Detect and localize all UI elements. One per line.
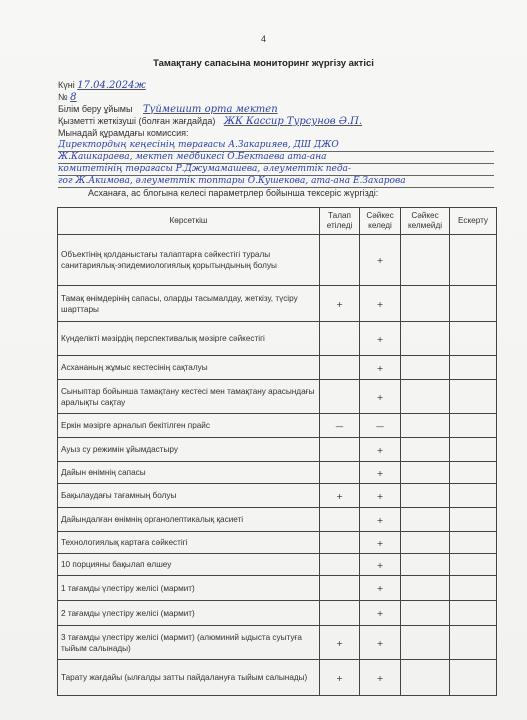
row-indicator: 2 тағамды үлестіру желісі (мармит) xyxy=(58,601,320,626)
note-cell xyxy=(450,660,497,696)
date-field xyxy=(58,80,146,91)
row-indicator: 3 тағамды үлестіру желісі (мармит) (алюминий ыдыста суытуға тыйым салынады) xyxy=(58,626,320,660)
row-indicator: Объектінің қолданыстағы талаптарға сәйкестігі туралы санитариялық-эпидемиологиялық қорытындының болуы xyxy=(58,235,320,286)
row-indicator: Бақылаудағы тағамның болуы xyxy=(58,484,320,508)
not-complies-mark xyxy=(401,532,450,554)
note-cell xyxy=(450,286,497,322)
school-label: Білім беру ұйымы xyxy=(58,104,133,114)
complies-mark: + xyxy=(360,508,401,532)
row-indicator: Еркін мәзірге арналып бекітілген прайс xyxy=(58,414,320,438)
row-indicator: 10 порцияны бақылап өлшеу xyxy=(58,554,320,576)
note-cell xyxy=(450,601,497,626)
table-row xyxy=(58,380,497,414)
required-mark xyxy=(320,438,360,462)
school-field xyxy=(58,104,278,115)
not-complies-mark xyxy=(401,438,450,462)
note-cell xyxy=(450,462,497,484)
not-complies-mark xyxy=(401,601,450,626)
column-header-required: Талап етіледі xyxy=(320,208,360,235)
table-row xyxy=(58,286,497,322)
row-indicator: Асхананың жұмыс кестесінің сақталуы xyxy=(58,356,320,380)
commission-label: Мынадай құрамдағы комиссия: xyxy=(58,128,189,138)
column-header-complies: Сәйкес келеді xyxy=(360,208,401,235)
complies-mark: — xyxy=(360,414,401,438)
complies-mark: + xyxy=(360,356,401,380)
complies-mark: + xyxy=(360,462,401,484)
note-cell xyxy=(450,380,497,414)
row-indicator: Ауыз су режимін ұйымдастыру xyxy=(58,438,320,462)
required-mark xyxy=(320,508,360,532)
required-mark: + xyxy=(320,660,360,696)
table-header-row xyxy=(58,208,497,235)
commission-line: гог Ж.Акимова, әлеуметтік топтары О.Кушекова, ата-ана Е.Захарова xyxy=(58,175,494,188)
not-complies-mark xyxy=(401,380,450,414)
number-value: 8 xyxy=(70,92,77,103)
required-mark: + xyxy=(320,626,360,660)
column-header-indicator: Көрсеткіш xyxy=(58,208,320,235)
note-cell xyxy=(450,626,497,660)
table-row xyxy=(58,576,497,601)
required-mark: — xyxy=(320,414,360,438)
number-field xyxy=(58,92,77,103)
not-complies-mark xyxy=(401,626,450,660)
not-complies-mark xyxy=(401,660,450,696)
not-complies-mark xyxy=(401,508,450,532)
required-mark xyxy=(320,462,360,484)
staff-value: ЖК Кассир Турсунов Ә.П. xyxy=(223,116,363,127)
required-mark: + xyxy=(320,484,360,508)
not-complies-mark xyxy=(401,286,450,322)
note-cell xyxy=(450,576,497,601)
table-row xyxy=(58,601,497,626)
complies-mark: + xyxy=(360,626,401,660)
page-number: 4 xyxy=(260,34,266,44)
table-row xyxy=(58,532,497,554)
school-value: Түймешит орта мектеп xyxy=(142,104,278,115)
complies-mark: + xyxy=(360,554,401,576)
required-mark xyxy=(320,356,360,380)
table-row xyxy=(58,660,497,696)
note-cell xyxy=(450,438,497,462)
note-cell xyxy=(450,235,497,286)
complies-mark: + xyxy=(360,380,401,414)
row-indicator: 1 тағамды үлестіру желісі (мармит) xyxy=(58,576,320,601)
inspection-table xyxy=(57,207,497,696)
number-label: № xyxy=(58,92,68,102)
required-mark xyxy=(320,554,360,576)
note-cell xyxy=(450,322,497,356)
not-complies-mark xyxy=(401,322,450,356)
required-mark xyxy=(320,576,360,601)
note-cell xyxy=(450,484,497,508)
not-complies-mark xyxy=(401,462,450,484)
required-mark xyxy=(320,601,360,626)
required-mark xyxy=(320,235,360,286)
intro-text: Асханаға, ас блогына келесі параметрлер бойынша тексеріс жүргізді: xyxy=(88,188,379,198)
complies-mark: + xyxy=(360,322,401,356)
row-indicator: Тарату жағдайы (ылғалды затты пайдалануға тыйым салынады) xyxy=(58,660,320,696)
table-row xyxy=(58,438,497,462)
table-row xyxy=(58,484,497,508)
row-indicator: Технологиялық картаға сәйкестігі xyxy=(58,532,320,554)
row-indicator: Дайын өнімнің сапасы xyxy=(58,462,320,484)
not-complies-mark xyxy=(401,576,450,601)
note-cell xyxy=(450,532,497,554)
commission-line: комитетінің төрағасы Р.Джумамашева, әлеуметтік педа- xyxy=(58,163,494,176)
not-complies-mark xyxy=(401,356,450,380)
note-cell xyxy=(450,508,497,532)
table-row xyxy=(58,356,497,380)
staff-label: Қызметті жеткізуші (болған жағдайда) xyxy=(58,116,216,126)
complies-mark: + xyxy=(360,532,401,554)
complies-mark: + xyxy=(360,601,401,626)
table-row xyxy=(58,554,497,576)
staff-field xyxy=(58,116,362,127)
required-mark: + xyxy=(320,286,360,322)
not-complies-mark xyxy=(401,414,450,438)
table-row xyxy=(58,235,497,286)
column-header-note: Ескерту xyxy=(450,208,497,235)
note-cell xyxy=(450,554,497,576)
commission-line: Ж.Кашкараева, мектеп медбикесі О.Бектаева ата-ана xyxy=(58,151,494,164)
not-complies-mark xyxy=(401,235,450,286)
required-mark xyxy=(320,380,360,414)
required-mark xyxy=(320,322,360,356)
not-complies-mark xyxy=(401,554,450,576)
date-value: 17.04.2024ж xyxy=(77,80,146,91)
table-row xyxy=(58,414,497,438)
note-cell xyxy=(450,356,497,380)
complies-mark: + xyxy=(360,576,401,601)
note-cell xyxy=(450,414,497,438)
column-header-not-complies: Сәйкес келмейді xyxy=(401,208,450,235)
complies-mark: + xyxy=(360,660,401,696)
complies-mark: + xyxy=(360,235,401,286)
row-indicator: Күнделікті мәзірдің перспективалық мәзірге сәйкестігі xyxy=(58,322,320,356)
required-mark xyxy=(320,532,360,554)
commission-line: Директордың кеңесінің төрағасы А.Закарияев, ДШ ДЖО xyxy=(58,139,494,152)
document-title: Тамақтану сапасына мониторинг жүргізу актісі xyxy=(153,58,374,69)
complies-mark: + xyxy=(360,484,401,508)
complies-mark: + xyxy=(360,438,401,462)
not-complies-mark xyxy=(401,484,450,508)
row-indicator: Сыныптар бойынша тамақтану кестесі мен тамақтану арасындағы аралықты сақтау xyxy=(58,380,320,414)
table-row xyxy=(58,322,497,356)
table-row xyxy=(58,462,497,484)
row-indicator: Тамақ өнімдерінің сапасы, оларды тасымалдау, жеткізу, түсіру шарттары xyxy=(58,286,320,322)
date-label: Күні xyxy=(58,80,75,90)
row-indicator: Дайындалған өнімнің органолептикалық қасиеті xyxy=(58,508,320,532)
complies-mark: + xyxy=(360,286,401,322)
table-row xyxy=(58,626,497,660)
table-row xyxy=(58,508,497,532)
